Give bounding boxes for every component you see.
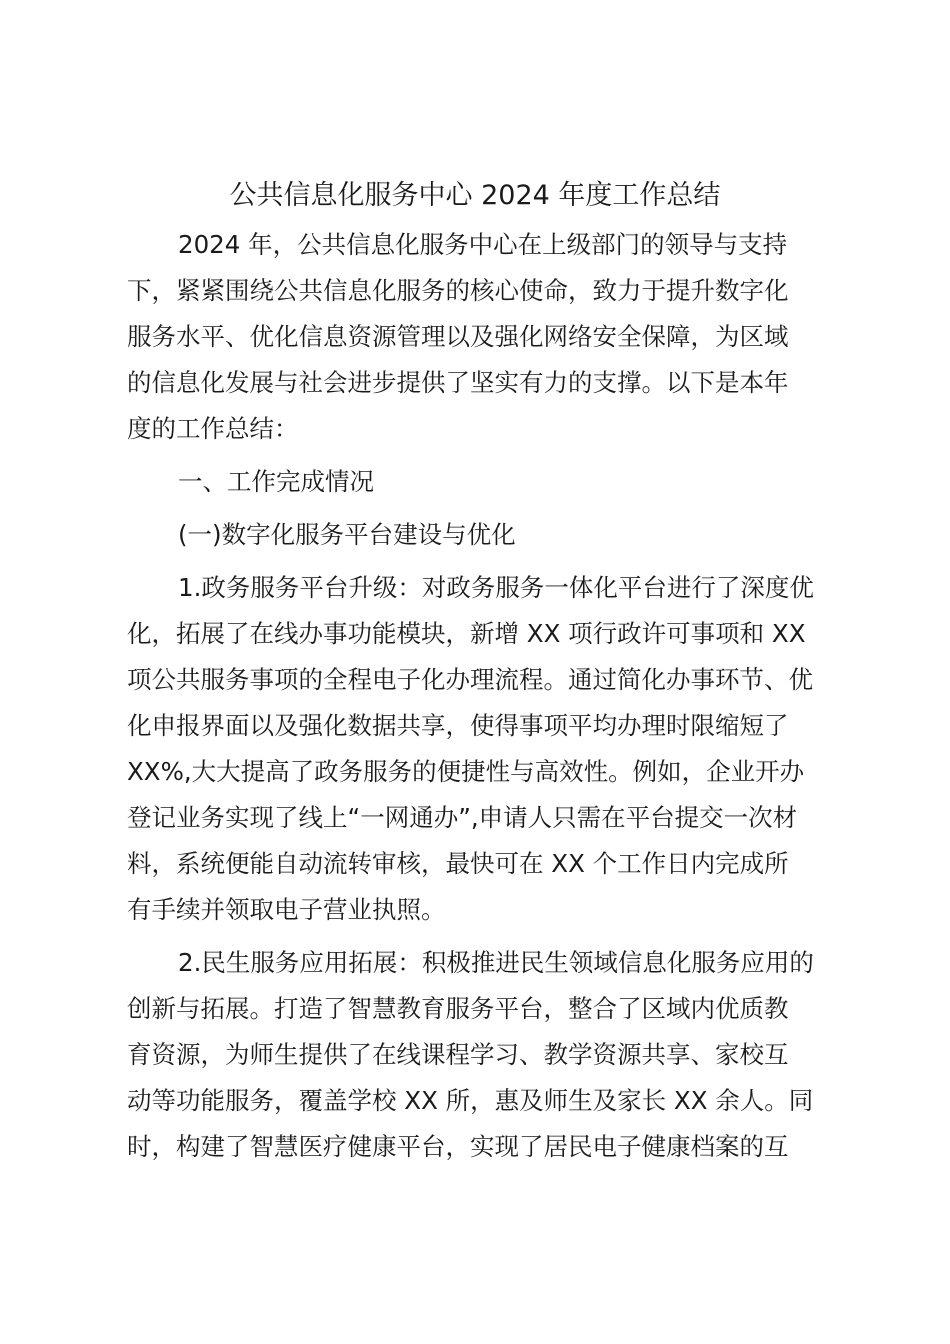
item1-line: 项公共服务事项的全程电子化办理流程。通过简化办事环节、优: [127, 665, 813, 694]
item1-line: 化，拓展了在线办事功能模块，新增 XX 项行政许可事项和 XX: [127, 619, 806, 648]
item1-paragraph: [127, 565, 827, 933]
item2-line: 动等功能服务，覆盖学校 XX 所，惠及师生及家长 XX 余人。同: [127, 1086, 814, 1115]
intro-paragraph: [127, 222, 827, 452]
item1-line: 料，系统便能自动流转审核，最快可在 XX 个工作日内完成所: [127, 849, 789, 878]
intro-line: 2024 年，公共信息化服务中心在上级部门的领导与支持: [178, 230, 788, 259]
section-heading-paragraph: [127, 459, 827, 505]
item2-line: 育资源，为师生提供了在线课程学习、教学资源共享、家校互: [127, 1040, 789, 1069]
item1-line: XX%,大大提高了政务服务的便捷性与高效性。例如，企业开办: [127, 757, 805, 786]
subsection-heading-paragraph: [127, 512, 827, 558]
intro-line: 服务水平、优化信息资源管理以及强化网络安全保障，为区域: [127, 322, 789, 351]
item2-line: 创新与拓展。打造了智慧教育服务平台，整合了区域内优质教: [127, 994, 789, 1023]
item1-line: 化申报界面以及强化数据共享，使得事项平均办理时限缩短了: [127, 711, 789, 740]
subsection-heading: (一)数字化服务平台建设与优化: [178, 520, 516, 549]
item1-line: 有手续并领取电子营业执照。: [127, 895, 446, 924]
intro-line: 下，紧紧围绕公共信息化服务的核心使命，致力于提升数字化: [127, 276, 789, 305]
item2-line: 时，构建了智慧医疗健康平台，实现了居民电子健康档案的互: [127, 1132, 789, 1161]
document-title: 公共信息化服务中心 2024 年度工作总结: [229, 180, 721, 211]
section-heading: 一、工作完成情况: [178, 467, 374, 496]
item2-line: 2.民生服务应用拓展：积极推进民生领域信息化服务应用的: [178, 948, 814, 977]
document-body: [127, 222, 827, 1170]
intro-line: 的信息化发展与社会进步提供了坚实有力的支撑。以下是本年: [127, 368, 789, 397]
item2-paragraph: [127, 940, 827, 1170]
item1-line: 登记业务实现了线上“一网通办”,申请人只需在平台提交一次材: [127, 803, 798, 832]
item1-line: 1.政务服务平台升级：对政务服务一体化平台进行了深度优: [178, 573, 814, 602]
intro-line: 度的工作总结：: [127, 414, 299, 443]
